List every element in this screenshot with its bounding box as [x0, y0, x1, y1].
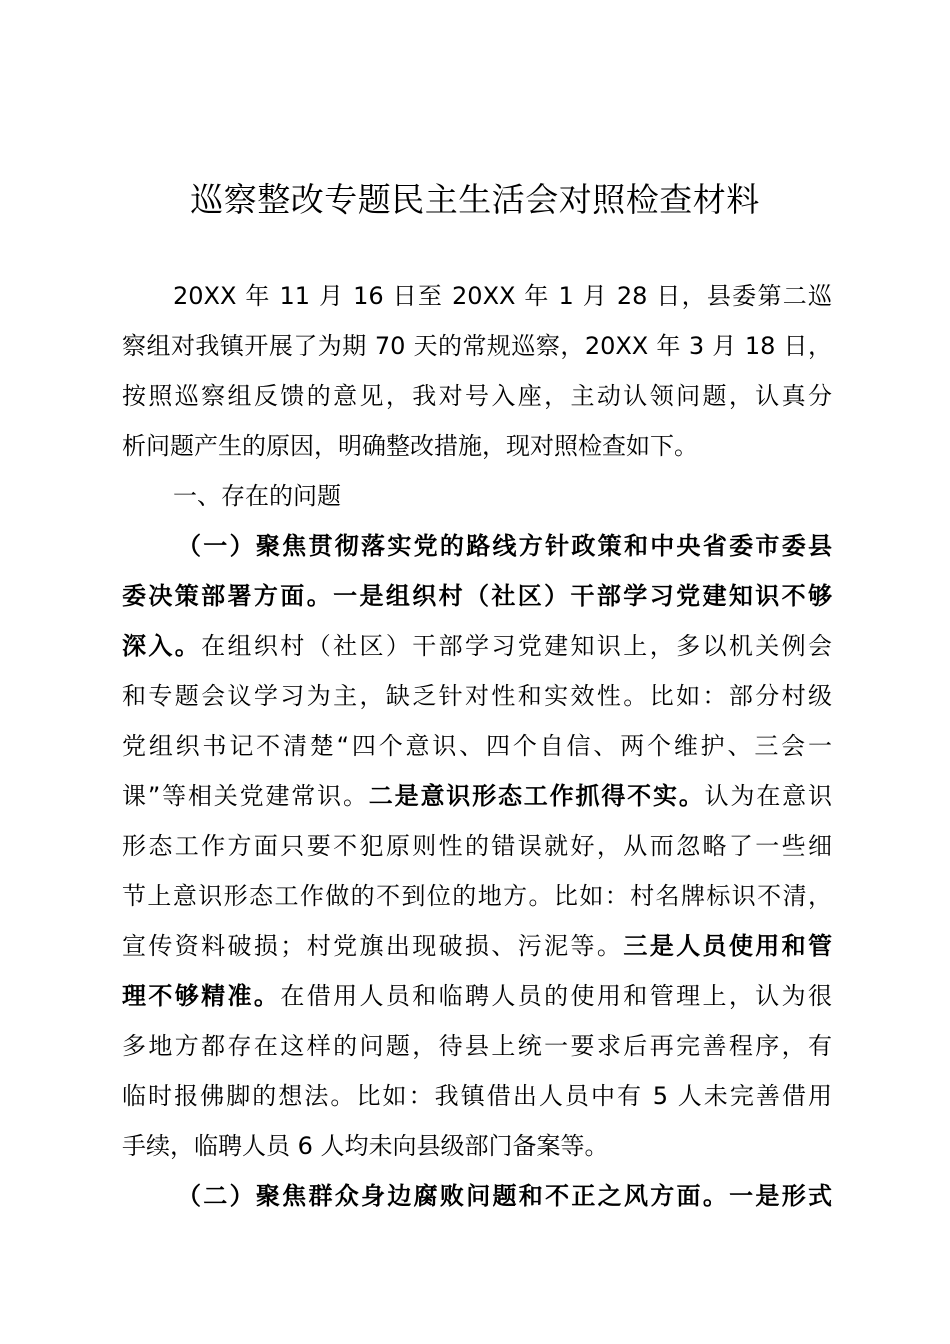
section-heading-problems: 一、存在的问题	[173, 482, 341, 510]
part1-line-9	[122, 921, 832, 971]
part1-point3-heading: 三是人员使用和管	[623, 932, 833, 960]
part1-line-5: 党组织书记不清楚“四个意识、四个自信、两个维护、三会一	[122, 732, 832, 760]
part1-line-6	[122, 771, 832, 821]
part2-heading-text-1: （二）聚焦群众身边腐败问题和不正之风方面。一是形式	[177, 1182, 832, 1210]
part1-heading-text-2: 委决策部署方面。一是组织村（社区）干部学习党建知识不够	[122, 582, 832, 610]
document-title: 巡察整改专题民主生活会对照检查材料	[190, 180, 760, 219]
intro-line-1: 20XX 年 11 月 16 日至 20XX 年 1 月 28 日，县委第二巡	[173, 282, 832, 310]
part2-heading-line-1	[177, 1171, 832, 1221]
part1-line-3-text: 在组织村（社区）干部学习党建知识上，多以机关例会	[201, 632, 833, 660]
intro-line-2: 察组对我镇开展了为期 70 天的常规巡察，20XX 年 3 月 18 日，	[122, 332, 832, 360]
part1-heading-line-2	[122, 571, 832, 621]
part1-heading-line-1	[177, 521, 832, 571]
intro-line-3: 按照巡察组反馈的意见，我对号入座，主动认领问题，认真分	[122, 382, 832, 410]
part1-line-9-text-a: 宣传资料破损；村党旗出现破损、污泥等。	[122, 932, 624, 960]
part1-line-12: 临时报佛脚的想法。比如：我镇借出人员中有 5 人未完善借用	[122, 1082, 832, 1110]
part1-line-10	[122, 971, 832, 1021]
intro-line-4: 析问题产生的原因，明确整改措施，现对照检查如下。	[122, 432, 698, 460]
part1-line-13: 手续，临聘人员 6 人均未向县级部门备案等。	[122, 1132, 609, 1160]
part1-line-4: 和专题会议学习为主，缺乏针对性和实效性。比如：部分村级	[122, 682, 832, 710]
part1-point3-heading-end: 理不够精准。	[122, 982, 281, 1010]
part1-line-6-text-a: 课”等相关党建常识。	[122, 782, 369, 810]
part1-line-6-text-c: 认为在意识	[704, 782, 833, 810]
part1-line-3	[122, 621, 832, 671]
part1-line-7: 形态工作方面只要不犯原则性的错误就好，从而忽略了一些细	[122, 832, 832, 860]
part1-line-11: 多地方都存在这样的问题，待县上统一要求后再完善程序，有	[122, 1032, 832, 1060]
part1-heading-text-1: （一）聚焦贯彻落实党的路线方针政策和中央省委市委县	[177, 532, 832, 560]
part1-point2-heading: 二是意识形态工作抓得不实。	[368, 782, 705, 810]
part1-line-8: 节上意识形态工作做的不到位的地方。比如：村名牌标识不清，	[122, 882, 832, 910]
part1-line-10-text: 在借用人员和临聘人员的使用和管理上，认为很	[280, 982, 833, 1010]
part1-point1-end: 深入。	[122, 632, 202, 660]
